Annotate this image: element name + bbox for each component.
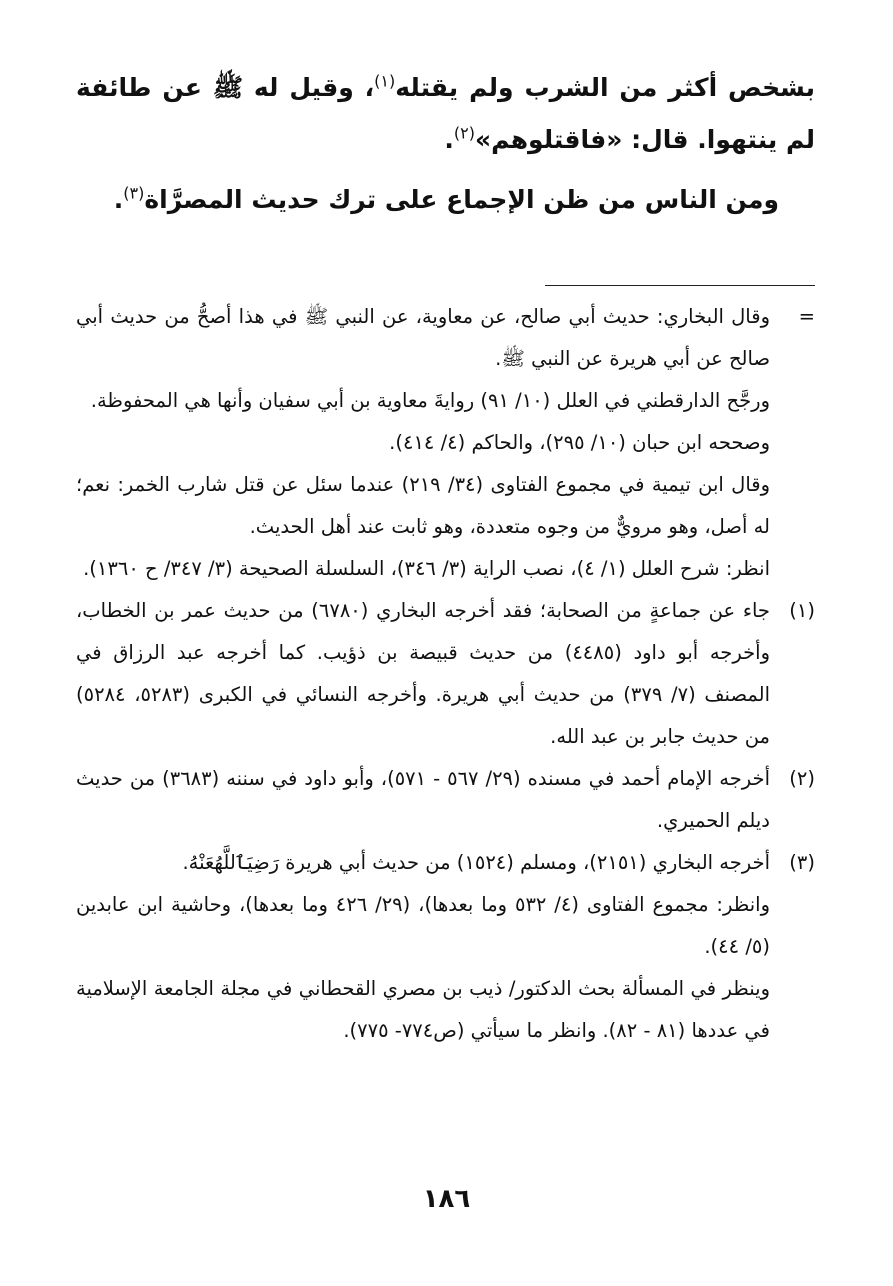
footnote-paragraph: وانظر: مجموع الفتاوى (٤/ ٥٣٢ وما بعدها)، (٢٩/ ٤٢٦ وما بعدها)، وحاشية ابن عابدين (٥/ ٤٤).	[76, 893, 770, 958]
footnote-paragraph: ورجَّح الدارقطني في العلل (١٠/ ٩١) روايةَ معاوية بن أبي سفيان وأنها هي المحفوظة.	[90, 389, 770, 412]
footnote-ref-1[interactable]: (١)	[374, 71, 396, 91]
footnote-body	[76, 296, 770, 590]
footnote-ref-2[interactable]: (٢)	[453, 123, 475, 143]
footnotes	[76, 296, 815, 1052]
main-paragraph-1	[76, 62, 815, 166]
footnote-paragraph: وينظر في المسألة بحث الدكتور/ ذيب بن مصري القحطاني في مجلة الجامعة الإسلامية في عددها (٨١ - ٨٢). وانظر ما سيأتي (ص٧٧٤- ٧٧٥).	[76, 977, 770, 1042]
footnote-paragraph: أخرجه الإمام أحمد في مسنده (٢٩/ ٥٦٧ - ٥٧١)، وأبو داود في سننه (٣٦٨٣) من حديث ديلم الحميري.	[76, 767, 770, 832]
footnote-continuation	[76, 296, 815, 590]
footnote-paragraph: انظر: شرح العلل (١/ ٤)، نصب الراية (٣/ ٣٤٦)، السلسلة الصحيحة (٣/ ٣٤٧/ ح ١٣٦٠).	[83, 557, 770, 580]
footnote-separator	[545, 285, 815, 286]
footnote-marker: (١)	[789, 599, 815, 622]
main-text-run: .	[113, 185, 124, 214]
footnote-body	[76, 842, 770, 1052]
footnote-body	[76, 758, 770, 842]
main-text	[76, 62, 815, 226]
footnote-3	[76, 842, 815, 1052]
footnote-marker: (٢)	[789, 767, 815, 790]
main-text-run: بشخص أكثر من الشرب ولم يقتله	[395, 73, 815, 102]
main-text-run: .	[444, 125, 454, 154]
footnote-paragraph: وقال البخاري: حديث أبي صالح، عن معاوية، عن النبي ﷺ في هذا أصحُّ من حديث أبي صالح عن أبي هريرة عن النبي ﷺ.	[76, 305, 770, 370]
footnote-paragraph: وقال ابن تيمية في مجموع الفتاوى (٣٤/ ٢١٩) عندما سئل عن قتل شارب الخمر: نعم؛ له أصل، وهو مرويٌّ من وجوه متعددة، وهو ثابت عند أهل الحديث.	[76, 473, 770, 538]
footnote-ref-3[interactable]: (٣)	[123, 183, 145, 203]
main-paragraph-2	[76, 174, 815, 226]
page-number: ١٨٦	[422, 1184, 471, 1214]
footnote-paragraph: جاء عن جماعةٍ من الصحابة؛ فقد أخرجه البخاري (٦٧٨٠) من حديث عمر بن الخطاب، وأخرجه أبو داود (٤٤٨٥) من حديث قبيصة بن ذؤيب. كما أخرجه عبد الرزاق في المصنف (٧/ ٣٧٩) من حديث أبي هريرة. وأخرجه النسائي في الكبرى (٥٢٨٣، ٥٢٨٤) من حديث جابر بن عبد الله.	[76, 599, 770, 748]
footnote-2	[76, 758, 815, 842]
footnote-paragraph: أخرجه البخاري (٢١٥١)، ومسلم (١٥٢٤) من حديث أبي هريرة رَضِيَٱللَّهُعَنْهُ.	[182, 851, 770, 874]
footnote-body	[76, 590, 770, 758]
footnote-marker: =	[798, 305, 815, 328]
footnote-marker: (٣)	[789, 851, 815, 874]
footnote-1	[76, 590, 815, 758]
footnote-paragraph: وصححه ابن حبان (١٠/ ٢٩٥)، والحاكم (٤/ ٤١٤).	[389, 431, 770, 454]
main-text-run: ومن الناس من ظن الإجماع على ترك حديث المصرَّاة	[144, 185, 779, 214]
main-text-run: ، وقيل له ﷺ عن طائفة لم ينتهوا. قال: «فاقتلوهم»	[76, 73, 815, 154]
